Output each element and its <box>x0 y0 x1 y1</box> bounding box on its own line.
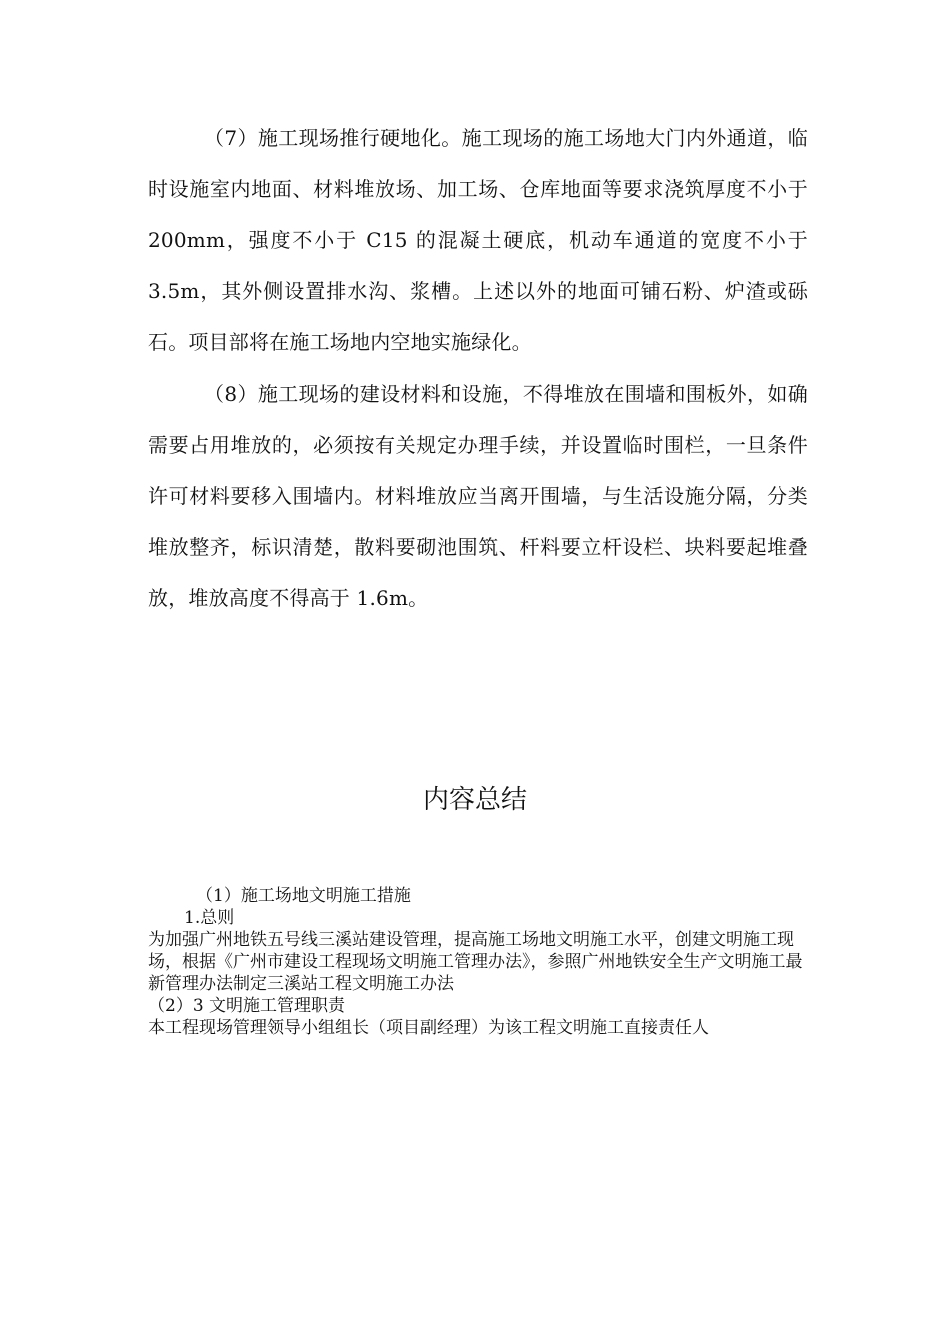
summary-title: 内容总结 <box>422 785 527 815</box>
summary-section <box>148 885 808 1039</box>
summary-paragraph-responsibility: 本工程现场管理领导小组组长（项目副经理）为该工程文明施工直接责任人 <box>148 1018 709 1038</box>
body-paragraph-7: （7）施工现场推行硬地化。施工现场的施工场地大门内外通道，临时设施室内地面、材料堆放场、加工场、仓库地面等要求浇筑厚度不小于 200mm，强度不小于 C15 的混凝土硬底，机动车通道的宽度不小于 3.5m，其外侧设置排水沟、浆槽。上述以外的地面可铺石粉、炉渣或砾石。项目部将在施工场地内空地实施绿化。 <box>148 126 808 354</box>
body-paragraph-8-container <box>148 369 808 624</box>
body-paragraph-7-container <box>148 113 808 368</box>
summary-subheading-general: 1.总则 <box>184 908 235 928</box>
summary-heading-2: （2）3 文明施工管理职责 <box>148 996 346 1016</box>
summary-paragraph-general: 为加强广州地铁五号线三溪站建设管理，提高施工场地文明施工水平，创建文明施工现场，根据《广州市建设工程现场文明施工管理办法》，参照广州地铁安全生产文明施工最新管理办法制定三溪站工程文明施工办法 <box>148 930 803 994</box>
body-paragraph-8: （8）施工现场的建设材料和设施，不得堆放在围墙和围板外，如确需要占用堆放的，必须按有关规定办理手续，并设置临时围栏，一旦条件许可材料要移入围墙内。材料堆放应当离开围墙，与生活设施分隔，分类堆放整齐，标识清楚，散料要砌池围筑、杆料要立杆设栏、块料要起堆叠放，堆放高度不得高于 1.6m。 <box>148 382 808 610</box>
summary-heading-1: （1）施工场地文明施工措施 <box>196 886 411 906</box>
